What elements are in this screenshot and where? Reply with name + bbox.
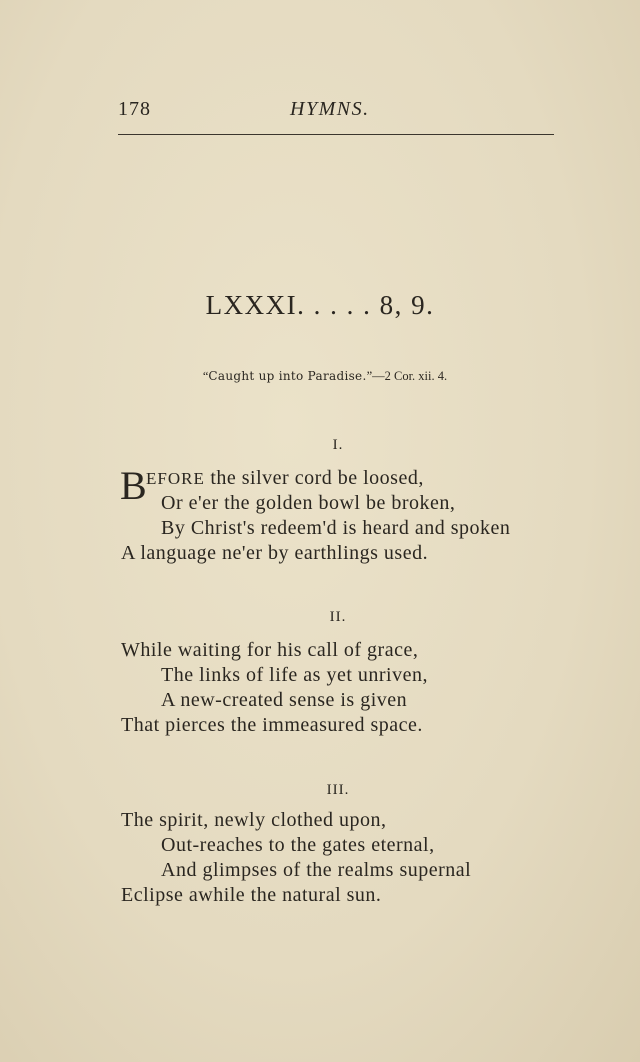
page-header	[118, 98, 554, 128]
stanza-line: The spirit, newly clothed upon,	[121, 809, 387, 831]
stanza-line: That pierces the immeasured space.	[121, 714, 423, 736]
epigraph-reference: ”—2 Cor. xii. 4.	[366, 369, 448, 383]
stanza-line: By Christ's redeem'd is heard and spoken	[161, 517, 511, 539]
stanza-number: III.	[326, 782, 350, 798]
stanza-number: II.	[329, 609, 347, 625]
stanza-number: I.	[332, 437, 344, 453]
stanza-line: Out-reaches to the gates eternal,	[161, 834, 435, 856]
stanza-line: Or e'er the golden bowl be broken,	[161, 492, 456, 514]
epigraph-text: Caught up into Paradise.	[208, 369, 367, 383]
epigraph	[0, 369, 640, 384]
line-text: the silver cord be loosed,	[204, 467, 424, 489]
hymn-title: LXXXI. . . . . 8, 9.	[205, 290, 435, 320]
page-number: 178	[118, 98, 151, 120]
stanza-line: And glimpses of the realms supernal	[161, 859, 472, 881]
stanza-line	[146, 467, 424, 490]
first-word: EFORE	[146, 469, 205, 488]
drop-cap: B	[120, 463, 147, 508]
stanza-line: Eclipse awhile the natural sun.	[121, 884, 382, 906]
stanza-line: A language ne'er by earthlings used.	[121, 542, 429, 564]
header-rule	[118, 134, 554, 135]
stanza-line: The links of life as yet unriven,	[161, 664, 428, 686]
stanza-line: A new-created sense is given	[161, 689, 408, 711]
stanza-line: While waiting for his call of grace,	[121, 639, 419, 661]
epigraph-open-quote: “	[202, 369, 209, 383]
running-head: HYMNS.	[290, 98, 370, 120]
